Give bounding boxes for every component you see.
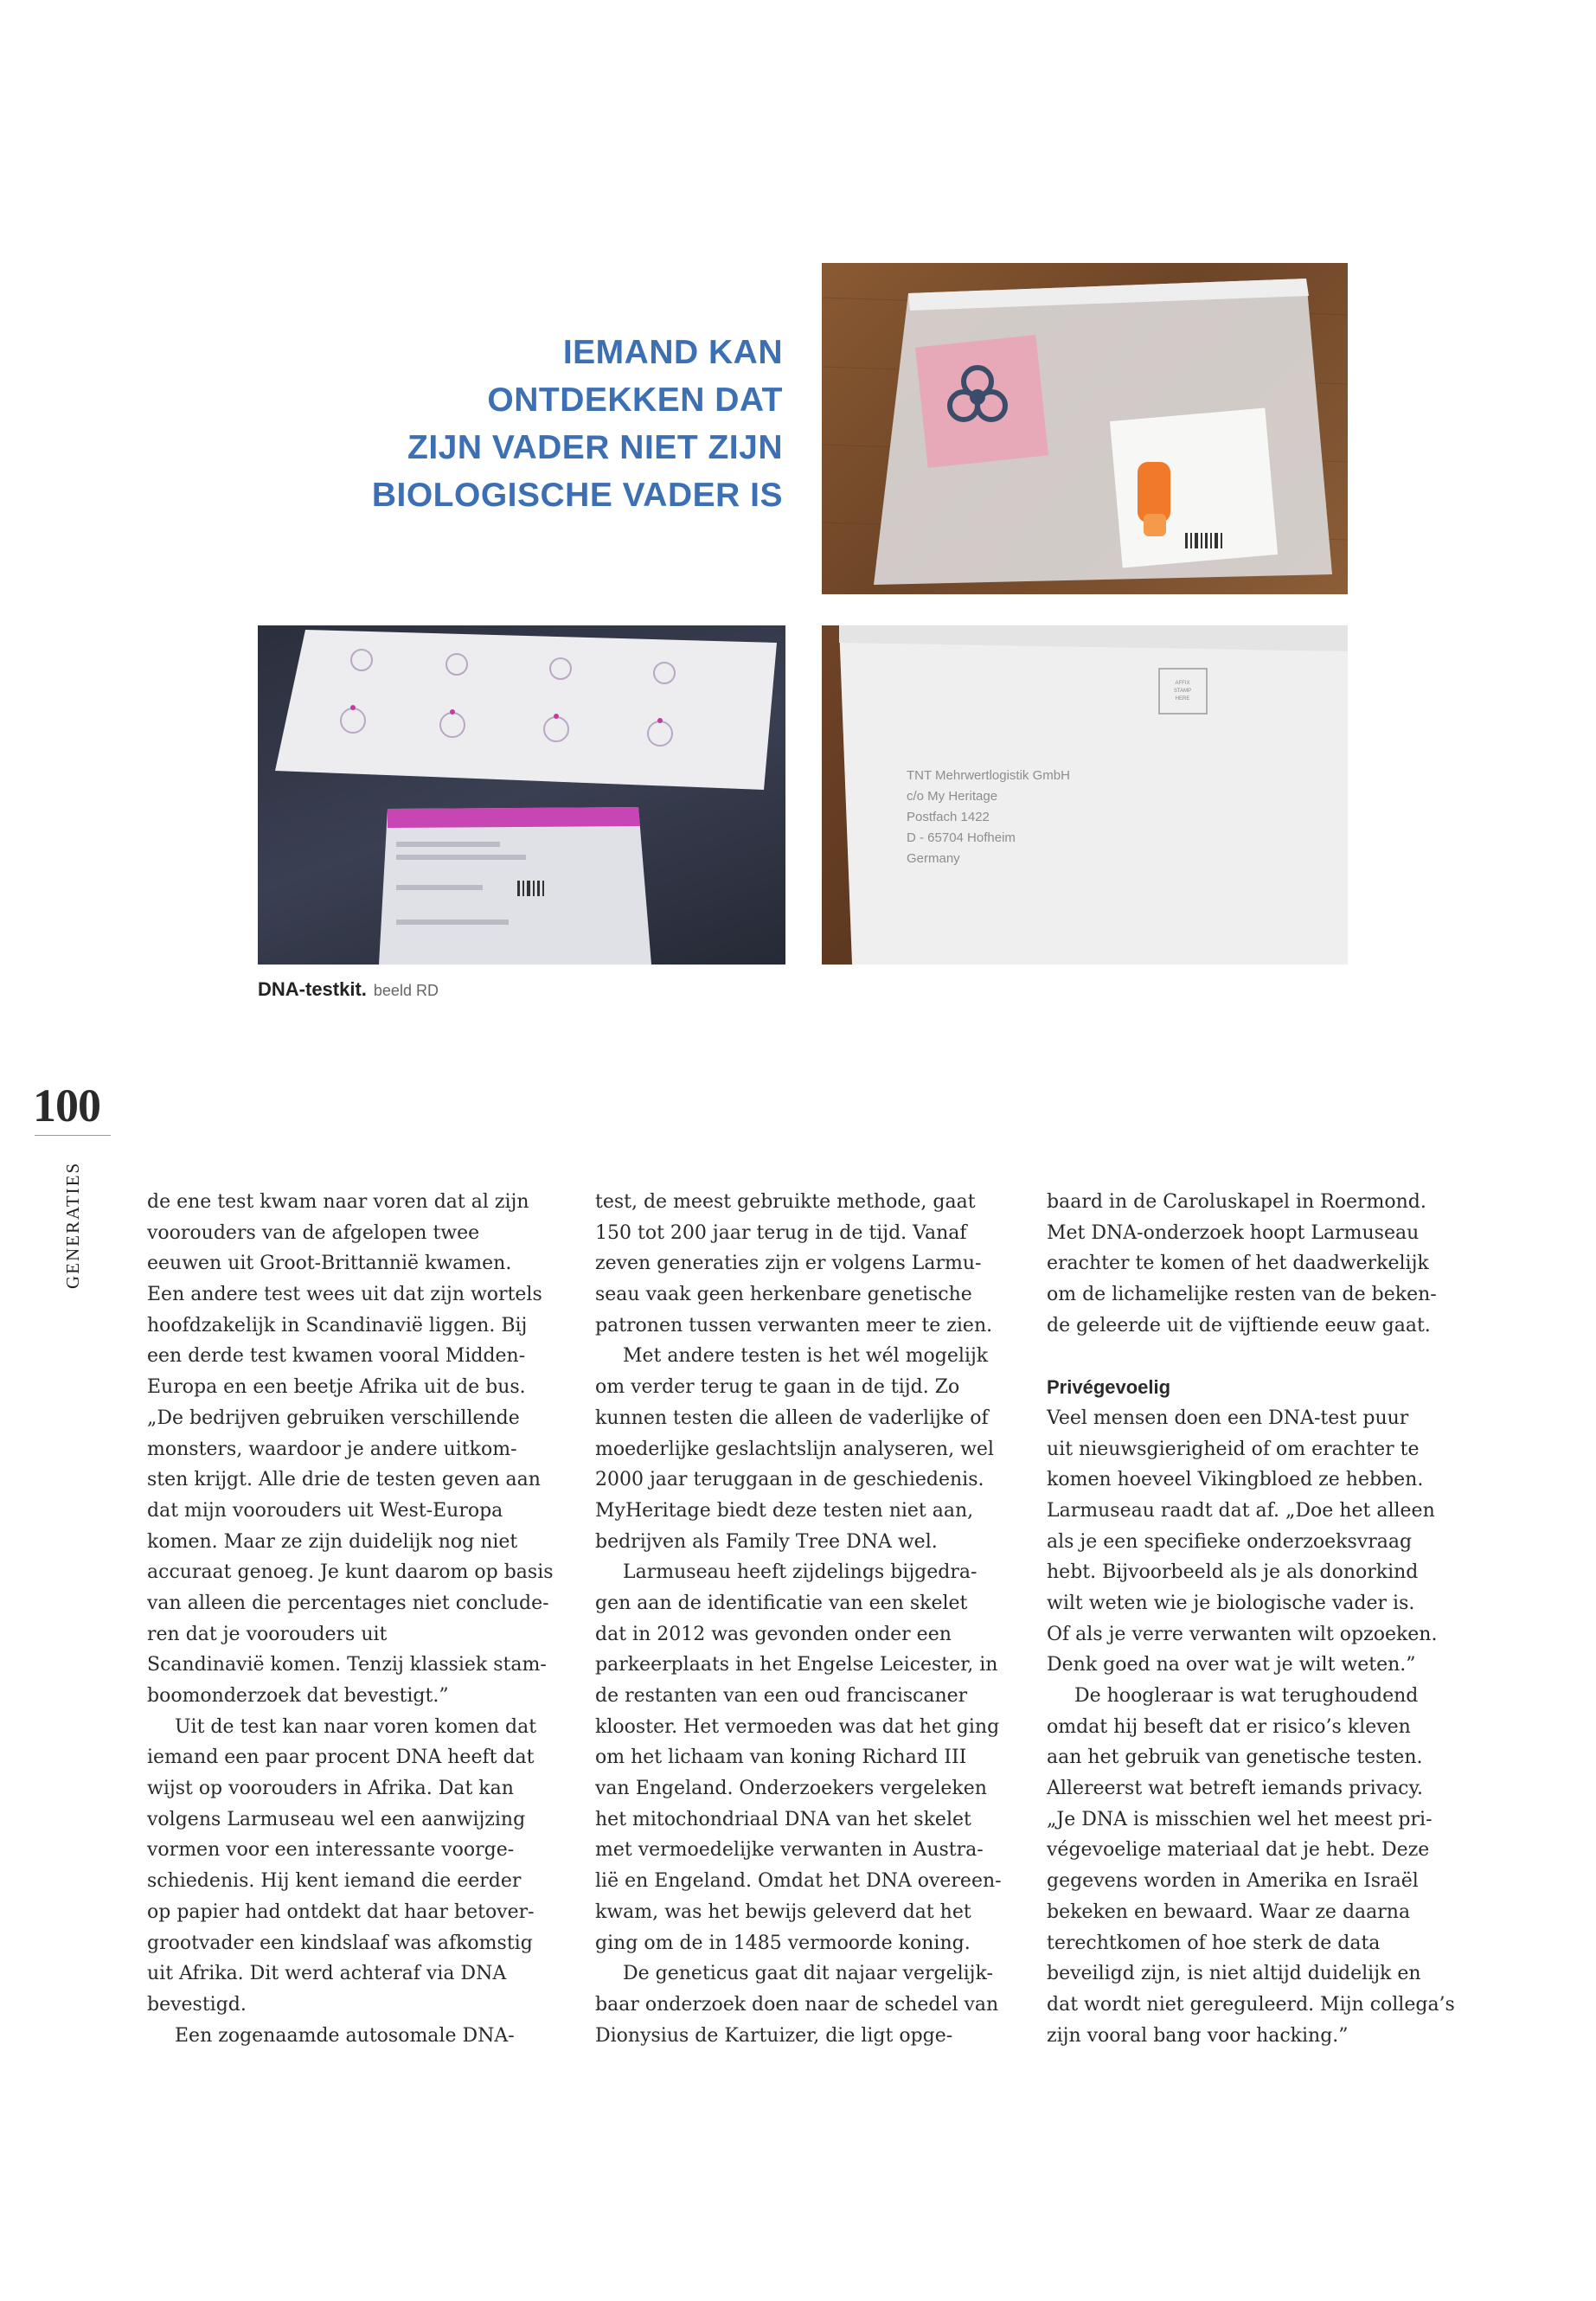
text-line: van alleen die percentages niet conclude-: [147, 1592, 549, 1614]
text-line: hoofdzakelijk in Scandinavië liggen. Bij: [147, 1314, 528, 1336]
text-line: „De bedrijven gebruiken verschillende: [147, 1407, 520, 1429]
text-line: uit nieuwsgierigheid of om erachter te: [1047, 1438, 1420, 1460]
text-line: vormen voor een interessante voorge-: [147, 1839, 515, 1862]
text-line: ging om de in 1485 vermoorde koning.: [595, 1932, 971, 1954]
text-line: eeuwen uit Groot-Brittannië kwamen.: [147, 1253, 512, 1275]
subheading: Privégevoelig: [1047, 1376, 1171, 1399]
text-line: met vermoedelijke verwanten in Austra-: [595, 1839, 984, 1862]
text-line: op papier had ontdekt dat haar betover-: [147, 1900, 535, 1923]
envelope-address-line: D - 65704 Hofheim: [907, 830, 1016, 845]
text-line: komen hoeveel Vikingbloed ze hebben.: [1047, 1469, 1424, 1491]
sample-bag-illustration: [822, 263, 1348, 594]
paragraph-gap: [1047, 1341, 1466, 1372]
text-line: accuraat genoeg. Je kunt daarom op basis: [147, 1561, 554, 1584]
text-line: een derde test kwamen vooral Midden-: [147, 1345, 526, 1368]
section-label: GENERATIES: [62, 1161, 83, 1289]
text-line: als je een specifieke onderzoeksvraag: [1047, 1530, 1413, 1553]
photo-sample-bag: [822, 263, 1348, 594]
page-number: 100: [33, 1080, 100, 1131]
text-line: hebt. Bijvoorbeeld als je als donorkind: [1047, 1561, 1419, 1584]
text-line: patronen tussen verwanten meer te zien.: [595, 1314, 993, 1336]
text-line: sten krijgt. Alle drie de testen geven aan: [147, 1469, 541, 1491]
text-line: test, de meest gebruikte methode, gaat: [595, 1191, 976, 1213]
text-line: Met andere testen is het wél mogelijk: [623, 1345, 989, 1368]
text-line: aan het gebruik van genetische testen.: [1047, 1747, 1423, 1769]
text-line: terechtkomen of hoe sterk de data: [1047, 1932, 1381, 1954]
leaflet-illustration: [258, 625, 785, 965]
text-line: de geleerde uit de vijftiende eeuw gaat.: [1047, 1314, 1431, 1336]
photo-return-envelope: [822, 625, 1348, 965]
text-line: Een zogenaamde autosomale DNA-: [175, 2024, 515, 2047]
text-line: De hoogleraar is wat terughoudend: [1074, 1685, 1419, 1707]
text-line: grootvader een kindslaaf was afkomstig: [147, 1932, 533, 1954]
text-line: bekeken en bewaard. Waar ze daarna: [1047, 1900, 1411, 1923]
text-line: Allereerst wat betreft iemands privacy.: [1047, 1778, 1423, 1800]
text-line: Met DNA-onderzoek hoopt Larmuseau: [1047, 1221, 1420, 1244]
text-line: iemand een paar procent DNA heeft dat: [147, 1747, 535, 1769]
envelope-illustration: [822, 625, 1348, 965]
pull-quote-line: ZIJN VADER NIET ZIJN: [407, 429, 783, 466]
text-line: seau vaak geen herkenbare genetische: [595, 1284, 972, 1306]
text-line: wijst op voorouders in Afrika. Dat kan: [147, 1778, 514, 1800]
envelope-address-line: Postfach 1422: [907, 810, 990, 824]
text-line: végevoelige materiaal dat je hebt. Deze: [1047, 1839, 1430, 1862]
photo-instruction-leaflet: [258, 625, 785, 965]
text-line: kunnen testen die alleen de vaderlijke of: [595, 1407, 989, 1429]
text-line: komen. Maar ze zijn duidelijk nog niet: [147, 1530, 518, 1553]
page-number-rule: [35, 1135, 111, 1136]
text-line: lië en Engeland. Omdat het DNA overeen-: [595, 1870, 1002, 1893]
text-line: baar onderzoek doen naar de schedel van: [595, 1993, 999, 2016]
text-line: kwam, was het bewijs geleverd dat het: [595, 1900, 971, 1923]
text-line: Scandinavië komen. Tenzij klassiek stam-: [147, 1654, 547, 1676]
text-line: wilt weten wie je biologische vader is.: [1047, 1592, 1415, 1614]
text-line: Europa en een beetje Afrika uit de bus.: [147, 1376, 526, 1399]
stamp-line: HERE: [1175, 696, 1190, 702]
text-line: voorouders van de afgelopen twee: [147, 1221, 480, 1244]
caption-credit: beeld RD: [373, 982, 439, 999]
text-line: De geneticus gaat dit najaar vergelijk-: [623, 1963, 993, 1985]
text-line: volgens Larmuseau wel een aanwijzing: [147, 1808, 526, 1830]
text-line: MyHeritage biedt deze testen niet aan,: [595, 1499, 974, 1522]
text-line: schiedenis. Hij kent iemand die eerder: [147, 1870, 522, 1893]
text-line: gegevens worden in Amerika en Israël: [1047, 1870, 1419, 1893]
text-line: Veel mensen doen een DNA-test puur: [1047, 1407, 1409, 1429]
text-line: dat in 2012 was gevonden onder een: [595, 1623, 952, 1645]
text-line: van Engeland. Onderzoekers vergeleken: [595, 1778, 987, 1800]
text-line: bevestigd.: [147, 1993, 247, 2016]
article-column-2: [595, 1187, 1015, 2051]
text-line: „Je DNA is misschien wel het meest pri-: [1047, 1808, 1433, 1830]
pull-quote-line: IEMAND KAN: [562, 334, 783, 371]
text-line: het mitochondriaal DNA van het skelet: [595, 1808, 971, 1830]
text-line: omdat hij beseft dat er risico’s kleven: [1047, 1715, 1411, 1738]
text-line: boomonderzoek dat bevestigt.”: [147, 1685, 449, 1707]
text-line: de restanten van een oud franciscaner: [595, 1685, 968, 1707]
text-line: zeven generaties zijn er volgens Larmu-: [595, 1253, 982, 1275]
text-line: om het lichaam van koning Richard III: [595, 1747, 967, 1769]
caption-title: DNA-testkit.: [258, 978, 367, 1000]
text-line: erachter te komen of het daadwerkelijk: [1047, 1253, 1429, 1275]
text-line: gen aan de identificatie van een skelet: [595, 1592, 968, 1614]
article-column-1: [147, 1187, 567, 2051]
text-line: 150 tot 200 jaar terug in de tijd. Vanaf: [595, 1221, 967, 1244]
text-line: parkeerplaats in het Engelse Leicester, in: [595, 1654, 998, 1676]
text-line: ren dat je voorouders uit: [147, 1623, 388, 1645]
text-line: beveiligd zijn, is niet altijd duidelijk en: [1047, 1963, 1421, 1985]
text-line: Of als je verre verwanten wilt opzoeken.: [1047, 1623, 1438, 1645]
text-line: monsters, waardoor je andere uitkom-: [147, 1438, 517, 1460]
envelope-address-line: TNT Mehrwertlogistik GmbH: [907, 768, 1070, 783]
stamp-line: AFFIX: [1175, 681, 1190, 686]
text-line: baard in de Caroluskapel in Roermond.: [1047, 1191, 1426, 1213]
text-line: de ene test kwam naar voren dat al zijn: [147, 1191, 529, 1213]
pull-quote-line: BIOLOGISCHE VADER IS: [371, 477, 783, 514]
text-line: Dionysius de Kartuizer, die ligt opge-: [595, 2024, 953, 2047]
stamp-line: STAMP: [1173, 689, 1192, 694]
text-line: 2000 jaar teruggaan in de geschiedenis.: [595, 1469, 984, 1491]
text-line: Een andere test wees uit dat zijn wortels: [147, 1284, 542, 1306]
text-line: dat wordt niet gereguleerd. Mijn collega’s: [1047, 1993, 1455, 2016]
text-line: uit Afrika. Dit werd achteraf via DNA: [147, 1963, 507, 1985]
pull-quote: [329, 329, 783, 519]
text-line: Larmuseau raadt dat af. „Doe het alleen: [1047, 1499, 1435, 1522]
envelope-address-line: c/o My Heritage: [907, 789, 998, 804]
text-line: Larmuseau heeft zijdelings bijgedra-: [623, 1561, 977, 1584]
text-line: om de lichamelijke resten van de beken-: [1047, 1284, 1437, 1306]
text-line: dat mijn voorouders uit West-Europa: [147, 1499, 503, 1522]
text-line: om verder terug te gaan in de tijd. Zo: [595, 1376, 960, 1399]
text-line: moederlijke geslachtslijn analyseren, wel: [595, 1438, 994, 1460]
photo-caption: [258, 978, 439, 1001]
text-line: klooster. Het vermoeden was dat het ging: [595, 1715, 1000, 1738]
text-line: bedrijven als Family Tree DNA wel.: [595, 1530, 938, 1553]
pull-quote-line: ONTDEKKEN DAT: [487, 381, 783, 419]
text-line: zijn vooral bang voor hacking.”: [1047, 2024, 1349, 2047]
text-line: Denk goed na over wat je wilt weten.”: [1047, 1654, 1416, 1676]
article-column-3: [1047, 1187, 1466, 2051]
envelope-address-line: Germany: [907, 851, 960, 866]
text-line: Uit de test kan naar voren komen dat: [175, 1715, 537, 1738]
